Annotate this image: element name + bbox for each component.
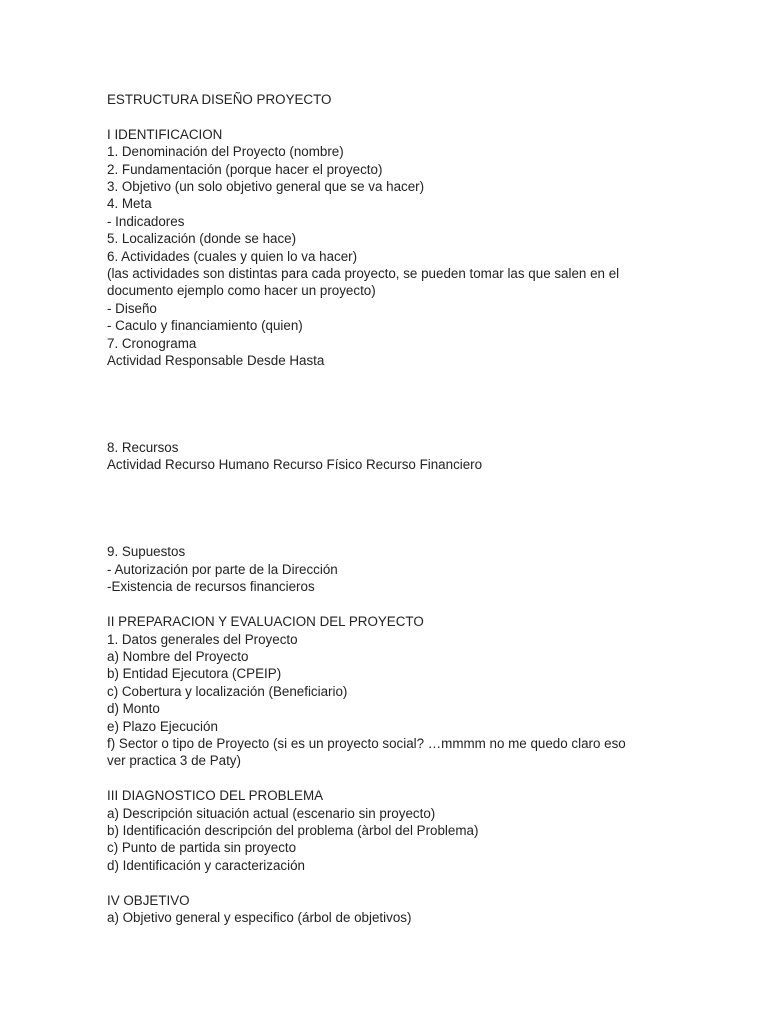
supuestos-heading: 9. Supuestos [107,544,186,560]
text-line: 1. Denominación del Proyecto (nombre) [107,144,344,160]
text-line: c) Cobertura y localización (Beneficiario) [107,683,348,699]
text-line: a) Nombre del Proyecto [107,648,249,664]
document-page [107,91,667,926]
spacer [107,474,667,544]
text-line: 3. Objetivo (un solo objetivo general que se va hacer) [107,179,425,195]
spacer [107,874,667,891]
text-line: d) Identificación y caracterización [107,857,305,873]
text-line: b) Identificación descripción del problema (àrbol del Problema) [107,822,479,838]
text-line: 4. Meta [107,196,152,212]
text-line: 5. Localización (donde se hace) [107,231,297,247]
text-line: c) Punto de partida sin proyecto [107,840,297,856]
document-title: ESTRUCTURA DISEÑO PROYECTO [107,92,332,107]
text-line: - Autorización por parte de la Dirección [107,561,338,577]
text-line: d) Monto [107,701,160,717]
section-heading-preparacion: II PREPARACION Y EVALUACION DEL PROYECTO [107,614,424,630]
text-line: documento ejemplo como hacer un proyecto) [107,283,376,299]
text-line: (las actividades son distintas para cada proyecto, se pueden tomar las que salen en el [107,266,620,282]
text-line: 1. Datos generales del Proyecto [107,631,298,647]
text-line: - Indicadores [107,213,185,229]
text-line: ver practica 3 de Paty) [107,753,241,769]
text-line: -Existencia de recursos financieros [107,579,315,595]
text-line: - Diseño [107,300,157,316]
section-heading-diagnostico: III DIAGNOSTICO DEL PROBLEMA [107,788,324,804]
spacer [107,369,667,439]
text-line: b) Entidad Ejecutora (CPEIP) [107,666,282,682]
text-line: e) Plazo Ejecución [107,718,218,734]
text-line: 7. Cronograma [107,335,197,351]
recursos-heading: 8. Recursos [107,440,179,456]
text-line: 6. Actividades (cuales y quien lo va hacer) [107,248,358,264]
cronograma-columns: Actividad Responsable Desde Hasta [107,353,325,369]
spacer [107,108,667,125]
recursos-columns: Actividad Recurso Humano Recurso Físico Recurso Financiero [107,457,483,473]
text-line: a) Objetivo general y especifico (árbol de objetivos) [107,909,412,925]
text-line: a) Descripción situación actual (escenario sin proyecto) [107,805,436,821]
spacer [107,596,667,613]
section-heading-identificacion: I IDENTIFICACION [107,126,223,142]
spacer [107,770,667,787]
text-line: f) Sector o tipo de Proyecto (si es un proyecto social? …mmmm no me quedo claro eso [107,735,626,751]
text-line: - Caculo y financiamiento (quien) [107,318,303,334]
section-heading-objetivo: IV OBJETIVO [107,892,190,908]
text-line: 2. Fundamentación (porque hacer el proyecto) [107,161,383,177]
